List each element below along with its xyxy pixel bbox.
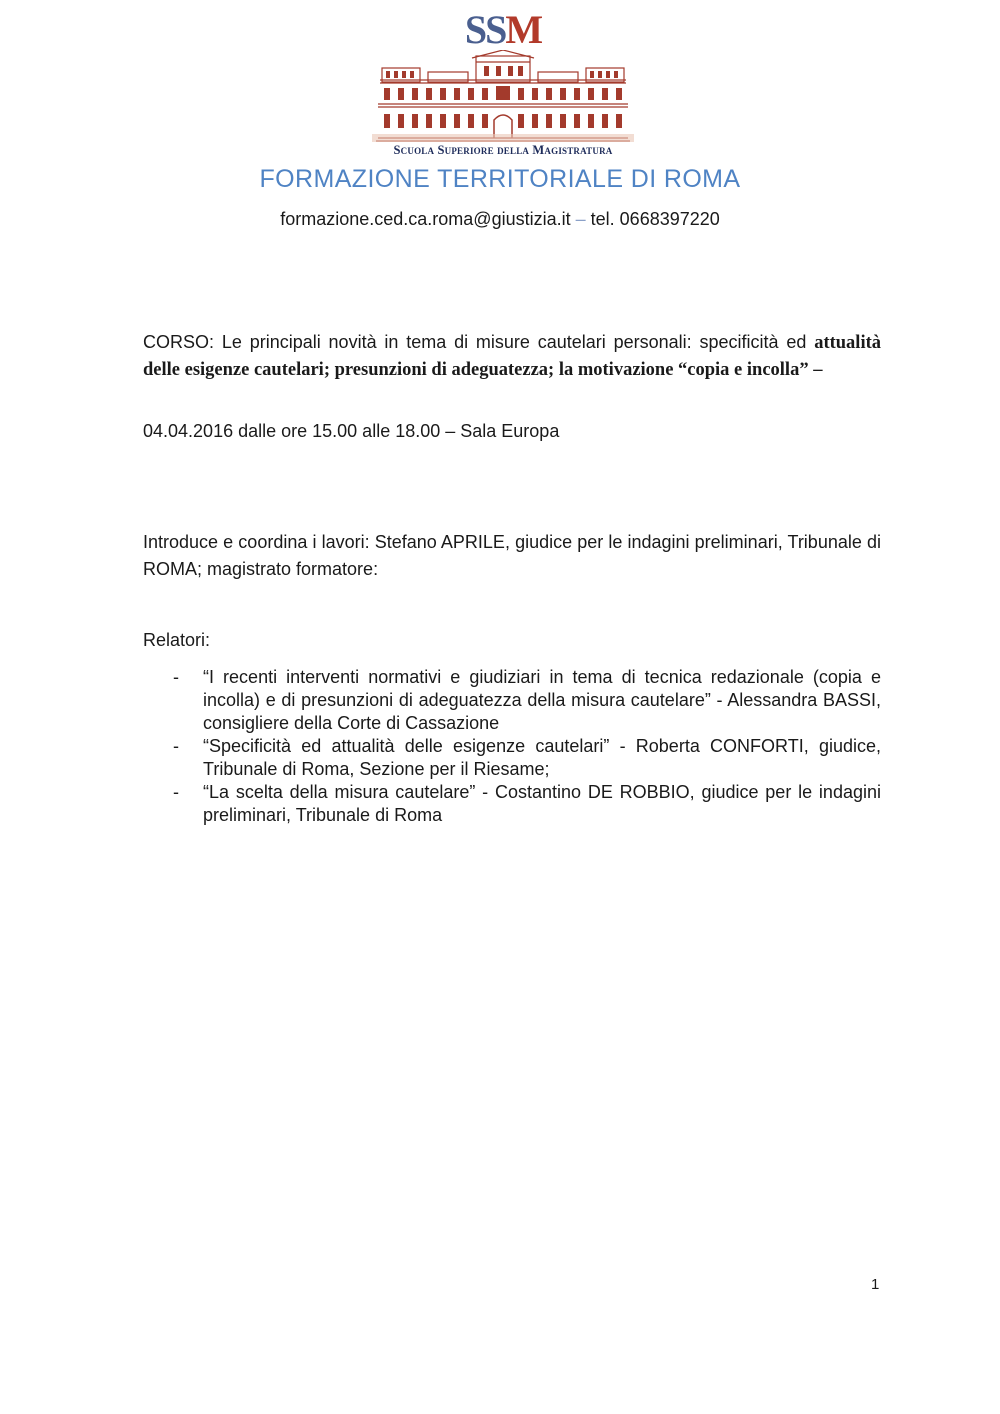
ssm-logo	[372, 8, 634, 158]
office-title: FORMAZIONE TERRITORIALE DI ROMA	[259, 165, 741, 193]
palace-illustration	[372, 50, 634, 142]
course-date: 04.04.2016 dalle ore 15.00 alle 18.00 – Sala Europa	[143, 421, 560, 441]
list-bullet: -	[173, 782, 179, 802]
speaker-entry: “La scelta della misura cautelare” - Costantino DE ROBBIO, giudice per le indagini preliminari, Tribunale di Roma	[203, 782, 881, 825]
speaker-entry: “Specificità ed attualità delle esigenze cautelari” - Roberta CONFORTI, giudice, Tribunale di Roma, Sezione per il Riesame;	[203, 736, 881, 779]
list-item	[143, 666, 881, 735]
ssm-letters: SSM	[464, 7, 542, 52]
ssm-caption: Scuola Superiore della Magistratura	[393, 143, 613, 157]
speakers-list	[143, 666, 881, 827]
list-bullet: -	[173, 736, 179, 756]
list-item	[143, 781, 881, 827]
phone-number: tel. 0668397220	[590, 209, 720, 229]
speaker-entry: “I recenti interventi normativi e giudiziari in tema di tecnica redazionale (copia e incolla) e di presunzioni di adeguatezza della misura cautelare” - Alessandra BASSI, consigliere della Corte di Cassazione	[203, 667, 881, 733]
list-item	[143, 735, 881, 781]
list-bullet: -	[173, 667, 179, 687]
page-number: 1	[871, 1276, 880, 1293]
intro-coordinator: Introduce e coordina i lavori: Stefano APRILE, giudice per le indagini preliminari, Tribunale di ROMA; magistrato formatore:	[143, 532, 881, 579]
course-title-serif: attualità delle esigenze cautelari; presunzioni di adeguatezza; la motivazione “copia e incolla” –	[143, 333, 881, 380]
course-title	[143, 329, 881, 383]
course-title-sans: Le principali novità in tema di misure cautelari personali: specificità ed	[221, 332, 807, 352]
separator-dash: –	[575, 209, 586, 229]
course-prefix: CORSO:	[143, 332, 222, 352]
speakers-label: Relatori:	[143, 630, 211, 650]
contact-line	[0, 209, 1000, 230]
email-address[interactable]: formazione.ced.ca.roma@giustizia.it	[280, 209, 571, 229]
